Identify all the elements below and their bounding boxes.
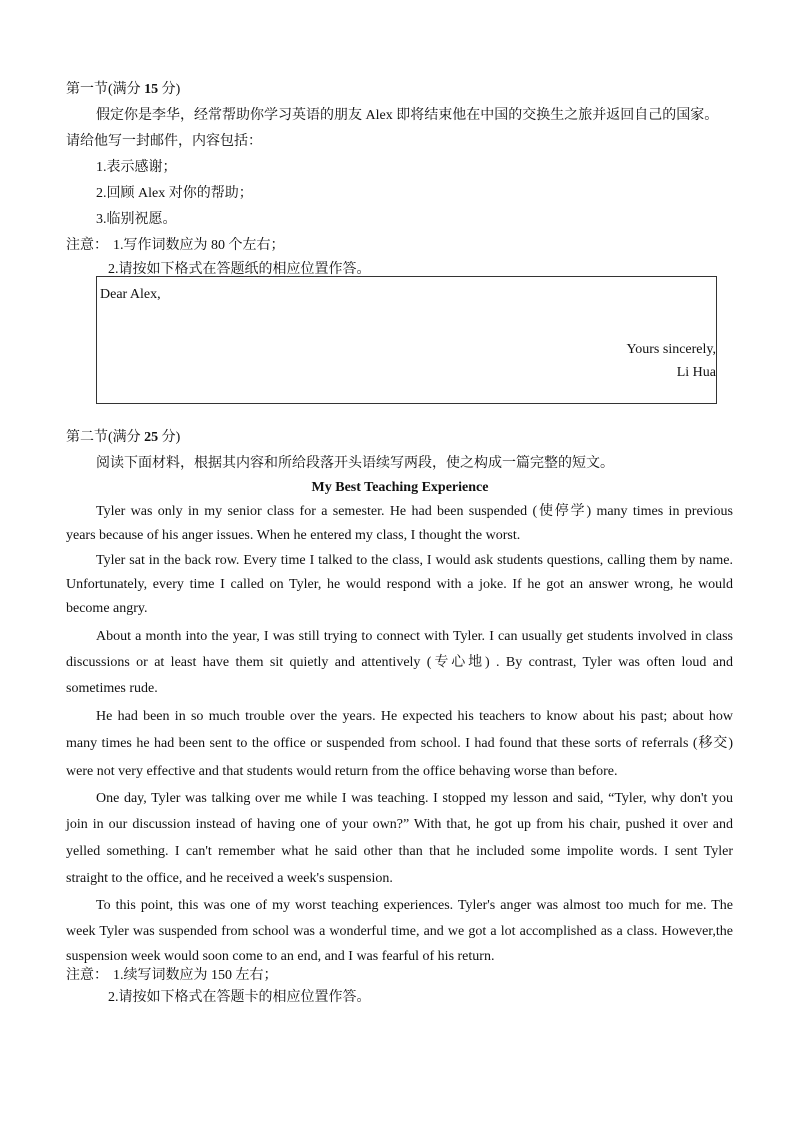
passage-line: years because of his anger issues. When he entered my class, I thought the worst.: [66, 528, 521, 543]
section2-note-2: 2.请按如下格式在答题卡的相应位置作答。: [108, 990, 371, 1005]
passage-line: join in our discussion instead of having one of your own?” With that, he got up from his chair, pushed it over and: [66, 817, 733, 832]
section1-point-1: 1.表示感谢；: [96, 160, 177, 175]
passage-line: become angry.: [66, 601, 148, 616]
passage-line: discussions or at least have them sit quietly and attentively (专心地) . By contrast, Tyler was often loud and: [66, 655, 733, 670]
passage-title: My Best Teaching Experience: [311, 480, 489, 495]
passage-line: week Tyler was suspended from school was a wonderful time, and we got a lot accomplished as a class. However,the: [66, 924, 733, 939]
section1-note-label: 注意：: [66, 238, 108, 253]
letter-closing: Yours sincerely,: [626, 342, 716, 357]
section2-heading-prefix: 第二节(满分: [66, 430, 145, 445]
section1-task-line1: 假定你是李华，经常帮助你学习英语的朋友 Alex 即将结束他在中国的交换生之旅并返回自己的国家。: [96, 108, 719, 123]
section1-point-2: 2.回顾 Alex 对你的帮助；: [96, 186, 253, 201]
section2-heading-suffix: 分): [158, 430, 181, 445]
letter-signature: Li Hua: [676, 365, 716, 380]
section2-note-1: 1.续写词数应为 150 左右；: [113, 968, 278, 983]
passage-line: straight to the office, and he received a week's suspension.: [66, 871, 393, 886]
passage-line: Tyler was only in my senior class for a semester. He had been suspended (使停学) many times in previous: [96, 504, 733, 519]
passage-line: yelled something. I can't remember what he said other than that he included some impolite words. I sent Tyler: [66, 844, 733, 859]
passage-line: many times he had been sent to the office or suspended from school. I had found that these sorts of referrals (移交): [66, 736, 733, 751]
section1-note-2: 2.请按如下格式在答题纸的相应位置作答。: [108, 262, 371, 277]
section2-note-label: 注意：: [66, 968, 108, 983]
letter-format-box: [96, 276, 717, 404]
passage-line: suspension week would soon come to an end, and I was fearful of his return.: [66, 949, 495, 964]
section1-heading: [66, 80, 180, 100]
section1-heading-suffix: 分): [158, 82, 181, 97]
section1-task-line2: 请给他写一封邮件，内容包括：: [66, 134, 262, 149]
section2-heading-score: 25: [144, 430, 159, 445]
passage-line: sometimes rude.: [66, 681, 158, 696]
section2-heading: [66, 428, 180, 448]
section1-heading-prefix: 第一节(满分: [66, 82, 145, 97]
passage-line: To this point, this was one of my worst teaching experiences. Tyler's anger was almost too much for me. The: [96, 898, 733, 913]
passage-line: Tyler sat in the back row. Every time I talked to the class, I would ask students questions, calling them by name.: [96, 553, 733, 568]
section1-note-1: 1.写作词数应为 80 个左右；: [113, 238, 285, 253]
letter-greeting: Dear Alex,: [100, 287, 161, 302]
section2-instruction: 阅读下面材料，根据其内容和所给段落开头语续写两段，使之构成一篇完整的短文。: [96, 456, 614, 471]
section1-point-3: 3.临别祝愿。: [96, 212, 177, 227]
passage-line: Unfortunately, every time I called on Tyler, he would respond with a joke. If he got an answer wrong, he would: [66, 577, 733, 592]
passage-line: were not very effective and that students would return from the office behaving worse than before.: [66, 764, 618, 779]
passage-line: About a month into the year, I was still trying to connect with Tyler. I can usually get students involved in class: [96, 629, 733, 644]
passage-line: He had been in so much trouble over the years. He expected his teachers to know about his past; about how: [96, 709, 733, 724]
passage-line: One day, Tyler was talking over me while I was teaching. I stopped my lesson and said, “Tyler, why don't you: [96, 791, 733, 806]
section1-heading-score: 15: [144, 82, 159, 97]
